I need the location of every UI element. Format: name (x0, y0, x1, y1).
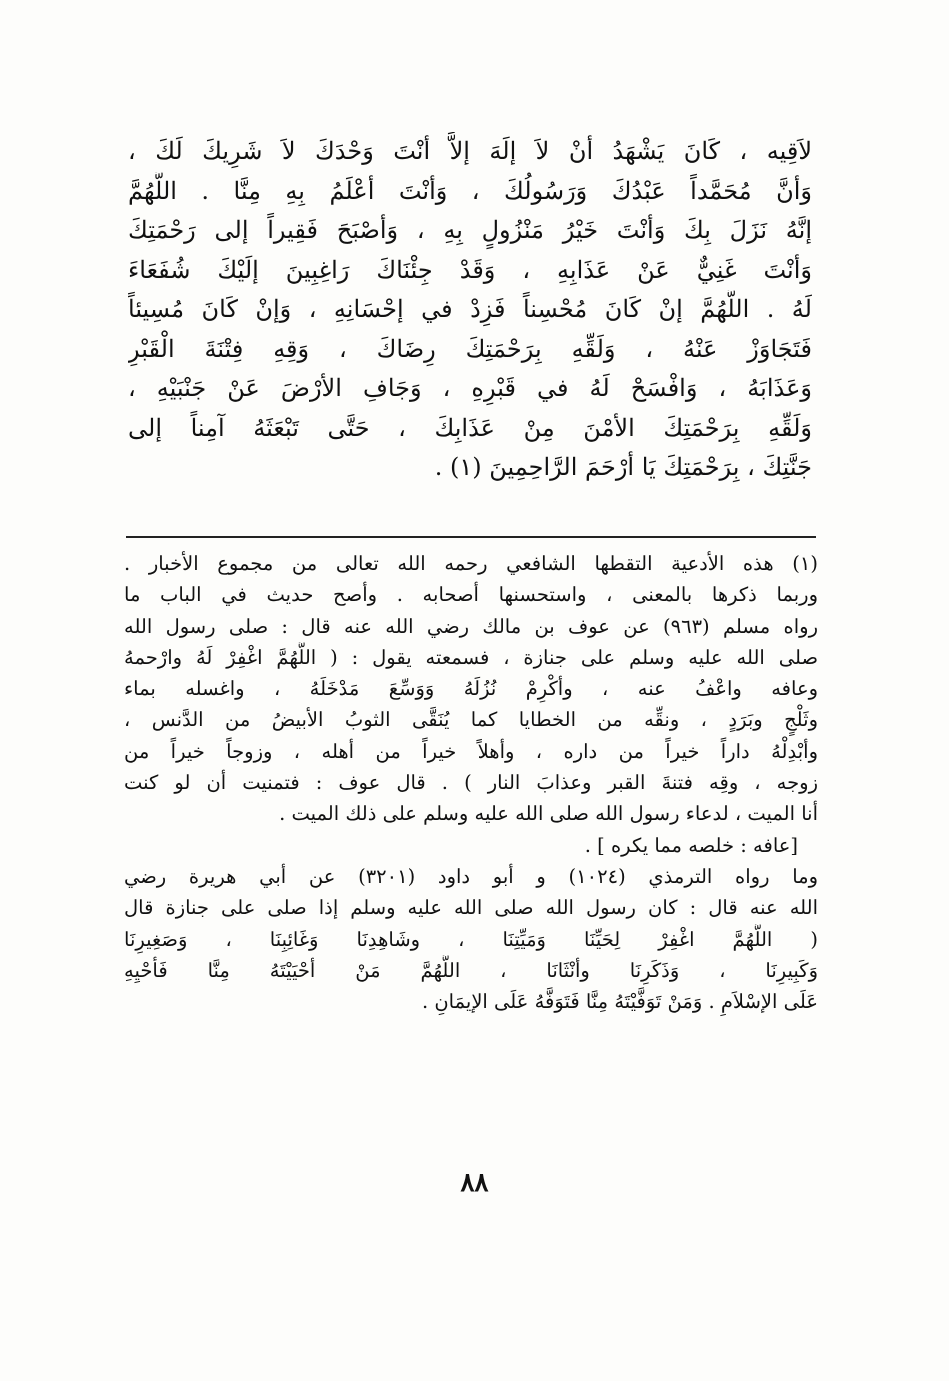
footnote-line: (١) هذه الأدعية التقطها الشافعي رحمه الله تعالى من مجموع الأخبار . (124, 552, 818, 575)
main-text-line: وَعَذَابَهُ ، وَافْسَحْ لَهُ في قَبْرِهِ ، وَجَافِ الأرْضَ عَنْ جَنْبَيْهِ ، (128, 374, 812, 402)
footnote-line: أنا الميت ، لدعاء رسول الله صلى الله عليه وسلم على ذلك الميت . (279, 802, 818, 826)
footnote-line: وَكَبِيرِنَا ، وَذَكَرِنَا وأنْثَانَا ، اللَّهُمَّ مَنْ أحْيَيْتَهُ مِنَّا فَأحْيِهِ (124, 958, 818, 982)
main-text-line: وَأنْتَ غَنِيٌّ عَنْ عَذَابِهِ ، وَقَدْ جِئْنَاكَ رَاغِبِينَ إلَيْكَ شُفَعَاءَ (128, 255, 812, 284)
footnote-divider (126, 536, 816, 538)
footnote-line: رواه مسلم (٩٦٣) عن عوف بن مالك رضي الله عنه قال : صلى رسول الله (124, 614, 818, 638)
page-number: ٨٨ (460, 1168, 489, 1198)
footnote-line: الله عنه قال : كان رسول الله صلى الله عليه وسلم إذا صلى على جنازة قال (124, 896, 818, 920)
main-text (128, 132, 812, 488)
footnote-line: ( اللَّهُمَّ اغْفِرْ لِحَيِّنَا وَمَيِّتِنَا ، وشَاهِدِنَا وَغَائِبِنَا ، وَصَغِيرِنَا (124, 927, 818, 951)
footnote-line: وثَلْجٍ وبَرَدٍ ، ونقِّه من الخطايا كما يُنَقَّى الثوبُ الأبيضُ من الدَّنس ، (124, 708, 818, 732)
footnote-gloss: [عافه : خلصه مما يكره ] . (584, 833, 798, 857)
main-text-line: لَهُ . اللَّهُمَّ إنْ كَانَ مُحْسِناً فَزِدْ في إحْسَانِهِ ، وَإنْ كَانَ مُسِيئاً (128, 295, 812, 323)
main-text-line: جَنَّتِكَ ، بِرَحْمَتِكَ يَا أرْحَمَ الرَّاحِمِينَ (١) . (434, 453, 812, 481)
main-text-line: لاَقِيه ، كَانَ يَشْهَدُ أنْ لاَ إلَهَ إلاَّ أنْتَ وَحْدَكَ لاَ شَرِيكَ لَكَ ، (128, 137, 812, 165)
main-text-line: فَتَجَاوَزْ عَنْهُ ، وَلَقِّهِ بِرَحْمَتِكَ رِضَاكَ ، وَقِهِ فِتْنَةَ الْقَبْرِ (128, 334, 812, 363)
footnote-line: وربما ذكرها بالمعنى ، واستحسنها أصحابه . وأصح حديث في الباب ما (124, 583, 818, 607)
footnote-line: وعافه واعْفُ عنه ، وأكْرِمْ نُزُلَهُ وَوَسِّعَ مَدْخَلَهُ ، واغسله بماء (124, 677, 818, 701)
main-text-line: وَأنَّ مُحَمَّداً عَبْدُكَ وَرَسُولُكَ ، وَأنْتَ أعْلَمُ بِهِ مِنَّا . اللَّهُمَّ (128, 176, 812, 205)
footnote-line: وما رواه الترمذي (١٠٢٤) و أبو داود (٣٢٠١) عن أبي هريرة رضي (124, 864, 818, 888)
main-text-line: إنَّهُ نَزَلَ بِكَ وَأنْتَ خَيْرُ مَنْزُولٍ بِهِ ، وَأصْبَحَ فَقِيراً إلى رَحْمَتِكَ (128, 216, 812, 244)
footnote-line: وأبْدِلْهُ داراً خيراً من داره ، وأهلاً خيراً من أهله ، وزوجاً خيراً من (124, 739, 818, 763)
footnote-line: زوجه ، وقِه فتنةَ القبر وعذابَ النار ) . قال عوف : فتمنيت أن لو كنت (124, 771, 818, 795)
footnote-line: صلى الله عليه وسلم على جنازة ، فسمعته يقول : ( اللَّهُمَّ اغْفِرْ لَهُ وارْحمهُ (124, 645, 818, 669)
main-text-line: وَلَقِّهِ بِرَحْمَتِكَ الأمْنَ مِنْ عَذَابِكَ ، حَتَّى تَبْعَثَهُ آمِناً إلى (128, 413, 812, 442)
footnote-line: عَلَى الإسْلاَمِ . وَمَنْ تَوَفَّيْتَهُ مِنَّا فَتَوَفَّهُ عَلَى الإيمَانِ . (421, 990, 818, 1014)
footnote (124, 548, 818, 1017)
